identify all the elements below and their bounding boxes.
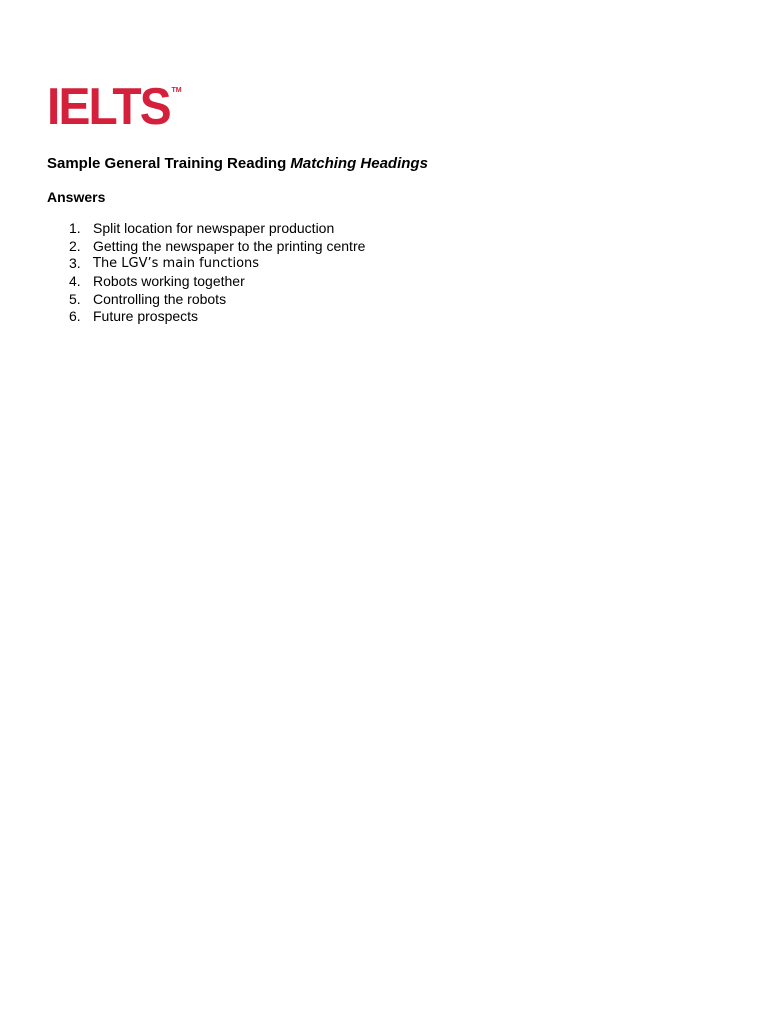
logo-wordmark: IELTS <box>47 78 170 136</box>
item-number: 5. <box>69 290 81 307</box>
item-number: 2. <box>69 237 81 254</box>
item-text: Controlling the robots <box>93 290 227 307</box>
item-number: 1. <box>69 220 81 236</box>
answers-heading: Answers <box>47 189 106 205</box>
item-number: 3. <box>69 255 81 272</box>
item-number: 6. <box>69 308 81 325</box>
item-text: Future prospects <box>93 308 199 325</box>
document-title <box>47 155 428 172</box>
item-text: Getting the newspaper to the printing centre <box>93 237 366 254</box>
item-number: 4. <box>69 273 81 290</box>
ielts-logo <box>47 78 182 136</box>
item-text: Split location for newspaper production <box>93 220 335 236</box>
item-text: The LGV’s main functions <box>93 256 260 272</box>
title-regular: Sample General Training Reading <box>47 155 291 172</box>
item-text: Robots working together <box>93 273 245 290</box>
trademark-mark: TM <box>171 87 182 94</box>
title-italic: Matching Headings <box>290 155 428 172</box>
